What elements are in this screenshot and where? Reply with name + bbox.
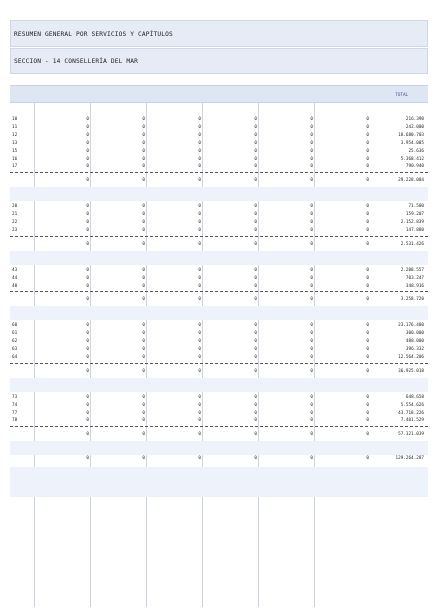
- table-row: [10, 140, 428, 148]
- zero-cell: 0: [310, 227, 313, 233]
- zero-cell: 0: [366, 354, 369, 360]
- zero-cell: 0: [366, 394, 369, 400]
- report-title-banner: [10, 20, 428, 47]
- zero-cell: 0: [310, 148, 313, 154]
- zero-cell: 0: [142, 297, 145, 303]
- zero-cell: 0: [142, 347, 145, 352]
- zero-cell: 0: [198, 267, 201, 273]
- zero-cell: 0: [198, 148, 201, 154]
- zero-cell: 0: [254, 297, 257, 303]
- blank-band: [10, 251, 428, 265]
- zero-cell: 0: [86, 241, 89, 247]
- zero-cell: 0: [198, 456, 201, 462]
- zero-cell: 0: [310, 297, 313, 303]
- zero-cell: 0: [366, 418, 369, 424]
- table-row: [10, 267, 428, 275]
- total-cell: 5.368.412: [400, 156, 424, 162]
- zero-cell: 0: [254, 331, 257, 337]
- zero-cell: 0: [254, 432, 257, 438]
- row-code: 78: [12, 418, 18, 424]
- row-code: 77: [12, 410, 18, 416]
- zero-cell: 0: [86, 456, 89, 462]
- zero-cell: 0: [86, 140, 89, 146]
- total-column-header: TOTAL: [395, 92, 408, 97]
- row-code: 20: [12, 204, 18, 210]
- section-banner: [10, 48, 428, 74]
- row-code: 12: [12, 132, 18, 138]
- zero-cell: 0: [198, 331, 201, 337]
- total-cell: 703.247: [405, 275, 424, 281]
- zero-cell: 0: [254, 241, 257, 247]
- zero-cell: 0: [366, 267, 369, 273]
- zero-cell: 0: [254, 354, 257, 360]
- zero-cell: 0: [142, 410, 145, 416]
- blank-band: [10, 467, 428, 497]
- zero-cell: 0: [366, 124, 369, 130]
- zero-cell: 0: [198, 241, 201, 247]
- summary-table: [10, 85, 428, 607]
- row-code: 17: [12, 164, 18, 170]
- zero-cell: 0: [310, 456, 313, 462]
- zero-cell: 0: [198, 117, 201, 122]
- zero-cell: 0: [198, 339, 201, 345]
- total-cell: 348.916: [405, 283, 424, 289]
- table-row: [10, 132, 428, 140]
- zero-cell: 0: [254, 410, 257, 416]
- zero-cell: 0: [310, 132, 313, 138]
- total-cell: 43.718.226: [398, 410, 424, 416]
- zero-cell: 0: [254, 402, 257, 408]
- table-row: [10, 203, 428, 211]
- total-cell: 25.636: [408, 148, 424, 154]
- zero-cell: 0: [142, 132, 145, 138]
- subtotal-row: [10, 241, 428, 249]
- table-row: [10, 402, 428, 410]
- zero-cell: 0: [86, 204, 89, 210]
- total-cell: 2.208.557: [400, 267, 424, 273]
- zero-cell: 0: [254, 368, 257, 374]
- zero-cell: 0: [86, 178, 89, 184]
- zero-cell: 0: [310, 331, 313, 337]
- zero-cell: 0: [254, 164, 257, 170]
- table-row: [10, 275, 428, 283]
- zero-cell: 0: [198, 178, 201, 184]
- zero-cell: 0: [142, 432, 145, 438]
- zero-cell: 0: [86, 432, 89, 438]
- zero-cell: 0: [142, 178, 145, 184]
- zero-cell: 0: [310, 410, 313, 416]
- zero-cell: 0: [366, 132, 369, 138]
- zero-cell: 0: [310, 402, 313, 408]
- report-title: RESUMEN GENERAL POR SERVICIOS Y CAPÍTULOS: [14, 31, 173, 38]
- section-title: SECCION - 14 CONSELLERÍA DEL MAR: [14, 58, 139, 65]
- zero-cell: 0: [254, 394, 257, 400]
- total-cell: 3.258.720: [400, 297, 424, 303]
- table-header: [10, 85, 428, 103]
- row-code: 44: [12, 275, 18, 281]
- zero-cell: 0: [86, 339, 89, 345]
- table-row: [10, 417, 428, 425]
- zero-cell: 0: [142, 331, 145, 337]
- table-row: [10, 148, 428, 156]
- total-cell: 2.531.426: [400, 241, 424, 247]
- blank-band: [10, 306, 428, 320]
- zero-cell: 0: [254, 456, 257, 462]
- total-cell: 216.390: [405, 117, 424, 122]
- zero-cell: 0: [86, 347, 89, 352]
- zero-cell: 0: [142, 354, 145, 360]
- zero-cell: 0: [310, 323, 313, 329]
- total-cell: 396.332: [405, 347, 424, 352]
- zero-cell: 0: [142, 394, 145, 400]
- zero-cell: 0: [142, 140, 145, 146]
- zero-cell: 0: [198, 323, 201, 329]
- row-code: 73: [12, 394, 18, 400]
- zero-cell: 0: [198, 220, 201, 225]
- blank-band: [10, 441, 428, 455]
- zero-cell: 0: [366, 432, 369, 438]
- zero-cell: 0: [142, 283, 145, 289]
- zero-cell: 0: [142, 164, 145, 170]
- zero-cell: 0: [198, 140, 201, 146]
- table-row: [10, 322, 428, 330]
- zero-cell: 0: [366, 275, 369, 281]
- row-code: 23: [12, 227, 18, 233]
- zero-cell: 0: [366, 227, 369, 233]
- subtotal-divider: [10, 291, 428, 292]
- total-cell: 36.925.018: [398, 368, 424, 374]
- zero-cell: 0: [310, 283, 313, 289]
- row-code: 21: [12, 212, 18, 218]
- total-cell: 7.401.529: [400, 418, 424, 424]
- total-cell: 57.321.039: [398, 432, 424, 438]
- zero-cell: 0: [198, 368, 201, 374]
- total-cell: 23.176.480: [398, 323, 424, 329]
- zero-cell: 0: [86, 354, 89, 360]
- table-row: [10, 116, 428, 124]
- zero-cell: 0: [198, 164, 201, 170]
- row-code: 60: [12, 323, 18, 329]
- zero-cell: 0: [310, 117, 313, 122]
- zero-cell: 0: [86, 124, 89, 130]
- zero-cell: 0: [254, 227, 257, 233]
- zero-cell: 0: [86, 323, 89, 329]
- zero-cell: 0: [366, 164, 369, 170]
- zero-cell: 0: [254, 267, 257, 273]
- zero-cell: 0: [86, 220, 89, 225]
- zero-cell: 0: [142, 241, 145, 247]
- subtotal-divider: [10, 426, 428, 427]
- zero-cell: 0: [142, 267, 145, 273]
- zero-cell: 0: [366, 117, 369, 122]
- total-cell: 488.000: [405, 339, 424, 345]
- zero-cell: 0: [254, 178, 257, 184]
- zero-cell: 0: [142, 124, 145, 130]
- grand-total-row: [10, 455, 428, 463]
- zero-cell: 0: [198, 227, 201, 233]
- zero-cell: 0: [142, 418, 145, 424]
- zero-cell: 0: [254, 156, 257, 162]
- zero-cell: 0: [86, 283, 89, 289]
- zero-cell: 0: [86, 212, 89, 218]
- zero-cell: 0: [254, 148, 257, 154]
- zero-cell: 0: [142, 339, 145, 345]
- zero-cell: 0: [198, 347, 201, 352]
- row-code: 64: [12, 354, 18, 360]
- zero-cell: 0: [86, 410, 89, 416]
- zero-cell: 0: [310, 140, 313, 146]
- zero-cell: 0: [86, 402, 89, 408]
- zero-cell: 0: [254, 418, 257, 424]
- zero-cell: 0: [142, 227, 145, 233]
- zero-cell: 0: [366, 331, 369, 337]
- zero-cell: 0: [198, 283, 201, 289]
- blank-band: [10, 187, 428, 201]
- zero-cell: 0: [310, 394, 313, 400]
- subtotal-row: [10, 431, 428, 439]
- zero-cell: 0: [310, 241, 313, 247]
- zero-cell: 0: [310, 164, 313, 170]
- table-row: [10, 124, 428, 132]
- zero-cell: 0: [198, 402, 201, 408]
- total-cell: 242.000: [405, 124, 424, 130]
- row-code: 22: [12, 220, 18, 225]
- zero-cell: 0: [310, 156, 313, 162]
- zero-cell: 0: [254, 117, 257, 122]
- zero-cell: 0: [198, 410, 201, 416]
- total-cell: 129.264.287: [395, 456, 424, 462]
- zero-cell: 0: [366, 402, 369, 408]
- subtotal-divider: [10, 363, 428, 364]
- zero-cell: 0: [198, 394, 201, 400]
- zero-cell: 0: [198, 418, 201, 424]
- zero-cell: 0: [198, 132, 201, 138]
- zero-cell: 0: [198, 354, 201, 360]
- zero-cell: 0: [366, 204, 369, 210]
- zero-cell: 0: [142, 368, 145, 374]
- zero-cell: 0: [310, 368, 313, 374]
- zero-cell: 0: [142, 117, 145, 122]
- table-row: [10, 156, 428, 164]
- total-cell: 71.500: [408, 204, 424, 210]
- table-row: [10, 163, 428, 171]
- row-code: 11: [12, 124, 18, 130]
- total-cell: 648.658: [405, 394, 424, 400]
- zero-cell: 0: [310, 212, 313, 218]
- table-row: [10, 394, 428, 402]
- zero-cell: 0: [142, 204, 145, 210]
- zero-cell: 0: [142, 275, 145, 281]
- subtotal-row: [10, 177, 428, 185]
- zero-cell: 0: [254, 283, 257, 289]
- zero-cell: 0: [310, 347, 313, 352]
- zero-cell: 0: [310, 178, 313, 184]
- zero-cell: 0: [198, 432, 201, 438]
- zero-cell: 0: [310, 124, 313, 130]
- zero-cell: 0: [310, 220, 313, 225]
- total-cell: 18.680.703: [398, 132, 424, 138]
- subtotal-divider: [10, 236, 428, 237]
- zero-cell: 0: [142, 402, 145, 408]
- zero-cell: 0: [142, 323, 145, 329]
- total-cell: 3.954.005: [400, 140, 424, 146]
- zero-cell: 0: [86, 394, 89, 400]
- total-cell: 790.940: [405, 164, 424, 170]
- zero-cell: 0: [254, 124, 257, 130]
- zero-cell: 0: [86, 156, 89, 162]
- table-row: [10, 346, 428, 354]
- zero-cell: 0: [86, 418, 89, 424]
- zero-cell: 0: [366, 140, 369, 146]
- zero-cell: 0: [198, 124, 201, 130]
- zero-cell: 0: [366, 323, 369, 329]
- zero-cell: 0: [366, 148, 369, 154]
- zero-cell: 0: [366, 410, 369, 416]
- zero-cell: 0: [142, 456, 145, 462]
- row-code: 63: [12, 347, 18, 352]
- zero-cell: 0: [310, 354, 313, 360]
- zero-cell: 0: [310, 339, 313, 345]
- zero-cell: 0: [366, 347, 369, 352]
- row-code: 61: [12, 331, 18, 337]
- zero-cell: 0: [366, 456, 369, 462]
- total-cell: 5.554.626: [400, 402, 424, 408]
- zero-cell: 0: [310, 418, 313, 424]
- table-row: [10, 219, 428, 227]
- table-row: [10, 354, 428, 362]
- zero-cell: 0: [254, 212, 257, 218]
- zero-cell: 0: [254, 140, 257, 146]
- zero-cell: 0: [142, 220, 145, 225]
- zero-cell: 0: [366, 283, 369, 289]
- total-cell: 12.564.206: [398, 354, 424, 360]
- zero-cell: 0: [86, 275, 89, 281]
- zero-cell: 0: [86, 148, 89, 154]
- zero-cell: 0: [86, 368, 89, 374]
- total-cell: 2.152.839: [400, 220, 424, 225]
- zero-cell: 0: [86, 297, 89, 303]
- zero-cell: 0: [254, 347, 257, 352]
- row-code: 13: [12, 140, 18, 146]
- total-cell: 300.000: [405, 331, 424, 337]
- zero-cell: 0: [142, 148, 145, 154]
- table-row: [10, 227, 428, 235]
- table-row: [10, 330, 428, 338]
- zero-cell: 0: [254, 132, 257, 138]
- table-row: [10, 283, 428, 291]
- table-row: [10, 410, 428, 418]
- zero-cell: 0: [366, 241, 369, 247]
- zero-cell: 0: [366, 178, 369, 184]
- total-cell: 147.880: [405, 227, 424, 233]
- subtotal-row: [10, 296, 428, 304]
- zero-cell: 0: [310, 432, 313, 438]
- zero-cell: 0: [198, 212, 201, 218]
- zero-cell: 0: [366, 339, 369, 345]
- table-row: [10, 338, 428, 346]
- zero-cell: 0: [198, 275, 201, 281]
- table-row: [10, 211, 428, 219]
- zero-cell: 0: [254, 275, 257, 281]
- zero-cell: 0: [86, 164, 89, 170]
- zero-cell: 0: [86, 132, 89, 138]
- row-code: 48: [12, 283, 18, 289]
- row-code: 43: [12, 267, 18, 273]
- zero-cell: 0: [198, 297, 201, 303]
- blank-band: [10, 378, 428, 392]
- zero-cell: 0: [310, 267, 313, 273]
- zero-cell: 0: [254, 204, 257, 210]
- zero-cell: 0: [142, 212, 145, 218]
- zero-cell: 0: [310, 275, 313, 281]
- zero-cell: 0: [254, 220, 257, 225]
- subtotal-row: [10, 368, 428, 376]
- zero-cell: 0: [366, 156, 369, 162]
- zero-cell: 0: [310, 204, 313, 210]
- zero-cell: 0: [366, 220, 369, 225]
- zero-cell: 0: [366, 212, 369, 218]
- total-cell: 159.207: [405, 212, 424, 218]
- row-code: 74: [12, 402, 18, 408]
- zero-cell: 0: [198, 156, 201, 162]
- row-code: 10: [12, 117, 18, 122]
- total-cell: 29.228.084: [398, 178, 424, 184]
- zero-cell: 0: [86, 267, 89, 273]
- zero-cell: 0: [86, 117, 89, 122]
- row-code: 16: [12, 156, 18, 162]
- zero-cell: 0: [142, 156, 145, 162]
- zero-cell: 0: [254, 339, 257, 345]
- subtotal-divider: [10, 172, 428, 173]
- zero-cell: 0: [366, 297, 369, 303]
- zero-cell: 0: [254, 323, 257, 329]
- zero-cell: 0: [86, 331, 89, 337]
- zero-cell: 0: [198, 204, 201, 210]
- zero-cell: 0: [86, 227, 89, 233]
- row-code: 62: [12, 339, 18, 345]
- row-code: 15: [12, 148, 18, 154]
- zero-cell: 0: [366, 368, 369, 374]
